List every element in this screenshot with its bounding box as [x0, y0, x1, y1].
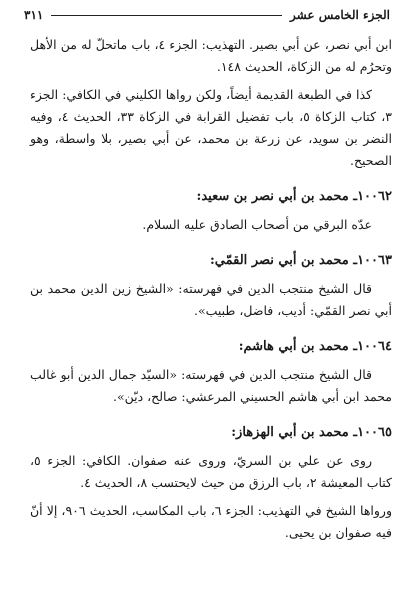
entry-title: ١٠٠٦٢ـ محمد بن أبي نصر بن سعيد:: [196, 189, 392, 204]
entry-paragraph: قال الشيخ منتجب الدين في فهرسته: «السيّد جمال الدين أبو غالب محمد ابن أبي هاشم الحسيني المرعشي: صالح، ديّن».: [30, 367, 392, 404]
entry-title: ١٠٠٦٤ـ محمد بن أبي هاشم:: [238, 339, 392, 354]
entry-title: ١٠٠٦٣ـ محمد بن أبي نصر القمّي:: [210, 253, 392, 268]
paragraph: كذا في الطبعة القديمة أيضاً، ولكن رواها الكليني في الكافي: الجزء ٣، كتاب الزكاة ٥، باب تفضيل القرابة في الزكاة ٣٣، الحديث ٤، وفيه النضر بن سويد، عن زرعة بن محمد، عن أبي بصير، بلا واسطة، وهو الصحيح.: [30, 87, 392, 168]
header-rule: [51, 15, 282, 16]
paragraph: ابن أبي نصر، عن أبي بصير. التهذيب: الجزء ٤، باب ماتحلّ له من الأهل وتحرُم له من الزكاة، الحديث ١٤٨.: [30, 37, 392, 74]
entry-paragraph: عدّه البرقي من أصحاب الصادق عليه السلام.: [142, 217, 372, 232]
page-body: [30, 34, 392, 550]
header-title: الجزء الخامس عشر: [290, 8, 390, 22]
page-number: ٣١١: [24, 8, 44, 22]
running-header: [24, 6, 390, 24]
entry-title: ١٠٠٦٥ـ محمد بن أبي الهزهاز:: [231, 425, 392, 440]
entry-paragraph: روى عن علي بن السريّ، وروى عنه صفوان. الكافي: الجزء ٥، كتاب المعيشة ٢، باب الرزق من حيث لايحتسب ٨، الحديث ٤.: [30, 453, 392, 490]
entry-paragraph: ورواها الشيخ في التهذيب: الجزء ٦، باب المكاسب، الحديث ٩٠٦، إلا أنّ فيه صفوان بن يحيى.: [30, 503, 392, 540]
entry-paragraph: قال الشيخ منتجب الدين في فهرسته: «الشيخ زين الدين محمد بن أبي نصر القمّي: أديب، فاضل، طبيب».: [30, 281, 392, 318]
